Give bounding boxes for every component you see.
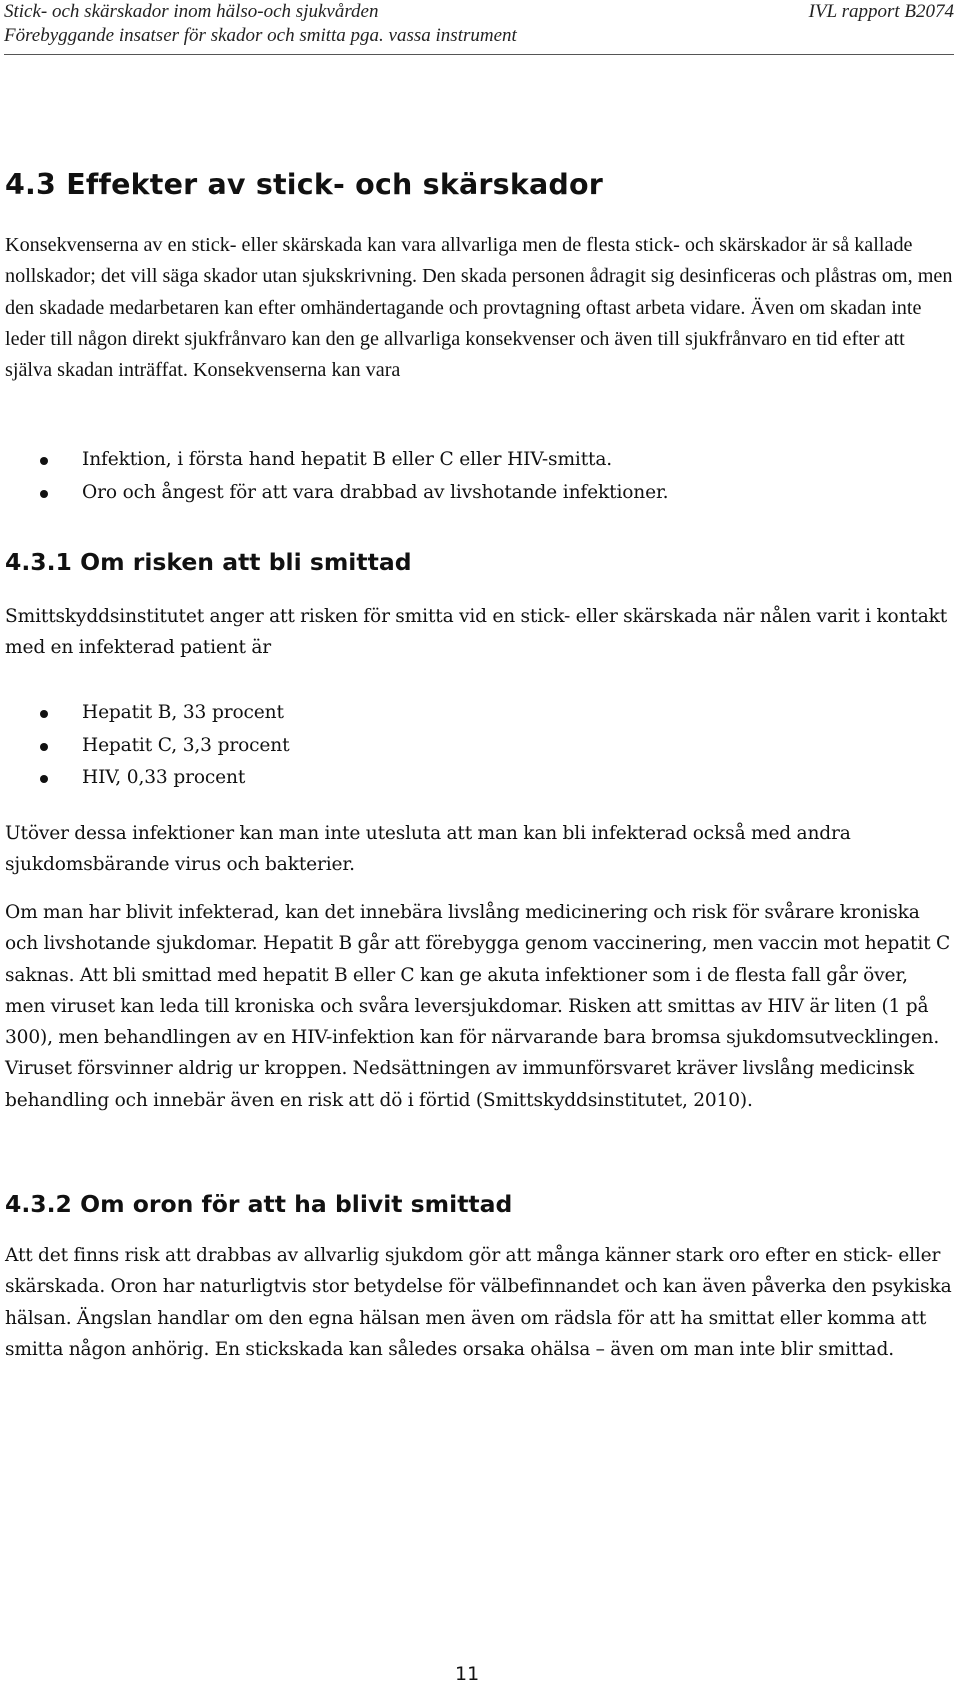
list-item-text: Hepatit C, 3,3 procent [82, 734, 290, 756]
list-item-text: Infektion, i första hand hepatit B eller C eller HIV-smitta. [82, 449, 613, 470]
subsection-heading-risk: 4.3.1 Om risken att bli smittad [5, 548, 412, 576]
list-item-text: Oro och ångest för att vara drabbad av livshotande infektioner. [82, 481, 669, 503]
list-item-text: HIV, 0,33 procent [82, 767, 246, 788]
section-intro-paragraph: Konsekvenserna av en stick- eller skärskada kan vara allvarliga men de flesta stick- och skärskador är så kallade nollskador; det vill säga skador utan sjukskrivning. Den skada personen ådragit sig desinficeras och plåstras om, men den skadade medarbetaren kan efter omhändertagande och provtagning oftast arbeta vidare. Även om skadan inte leder till någon direkt sjukfrånvaro kan den ge allvarliga konsekvenser och även till sjukfrånvaro en tid efter att själva skadan inträffat. Konsekvenserna kan vara [5, 234, 953, 382]
infection-consequences-paragraph: Om man har blivit infekterad, kan det innebära livslång medicinering och risk för svårare kroniska och livshotande sjukdomar. Hepatit B går att förebygga genom vaccinering, men vaccin mot hepatit C saknas. Att bli smittad med hepatit B eller C kan ge akuta infektioner som i de flesta fall går över, men viruset kan leda till kroniska och svåra leversjukdomar. Risken att smittas av HIV är liten (1 på 300), men behandlingen av en HIV-infektion kan för närvarande bara bromsa sjukdomsutvecklingen. Viruset försvinner aldrig ur kroppen. Nedsättningen av immunförsvaret kräver livslång medicinsk behandling och innebär även en risk att dö i förtid (Smittskyddsinstitutet, 2010). [5, 902, 951, 1111]
running-header-report-id: IVL rapport B2074 [808, 1, 954, 22]
list-item [0, 444, 668, 477]
risk-intro-paragraph: Smittskyddsinstitutet anger att risken för smitta vid en stick- eller skärskada när nålen varit i kontakt med en infekterad patient är [5, 606, 948, 659]
bullet-icon [40, 743, 48, 751]
header-divider [4, 54, 954, 55]
bullet-icon [40, 490, 48, 498]
list-item [0, 730, 289, 763]
running-header-title: Stick- och skärskador inom hälso-och sjukvården [4, 1, 379, 22]
list-item [0, 762, 289, 795]
list-item [0, 697, 289, 730]
other-infections-paragraph: Utöver dessa infektioner kan man inte utesluta att man kan bli infekterad också med andra sjukdomsbärande virus och bakterier. [5, 823, 851, 876]
list-item [0, 477, 668, 510]
page-number: 11 [455, 1663, 480, 1685]
consequences-list [0, 444, 668, 509]
subsection-heading-worry: 4.3.2 Om oron för att ha blivit smittad [5, 1190, 513, 1218]
bullet-icon [40, 775, 48, 783]
section-heading: 4.3 Effekter av stick- och skärskador [5, 168, 604, 201]
list-item-text: Hepatit B, 33 procent [82, 702, 284, 723]
worry-paragraph: Att det finns risk att drabbas av allvarlig sjukdom gör att många känner stark oro efter en stick- eller skärskada. Oron har naturligtvis stor betydelse för välbefinnandet och kan även påverka den psykiska hälsan. Ängslan handlar om den egna hälsan men även om rädsla för att ha smittat eller komma att smitta någon anhörig. En stickskada kan således orsaka ohälsa – även om man inte blir smittad. [5, 1245, 952, 1360]
bullet-icon [40, 710, 48, 718]
risk-list [0, 697, 289, 795]
bullet-icon [40, 457, 48, 465]
running-header-subtitle: Förebyggande insatser för skador och smitta pga. vassa instrument [4, 25, 517, 46]
